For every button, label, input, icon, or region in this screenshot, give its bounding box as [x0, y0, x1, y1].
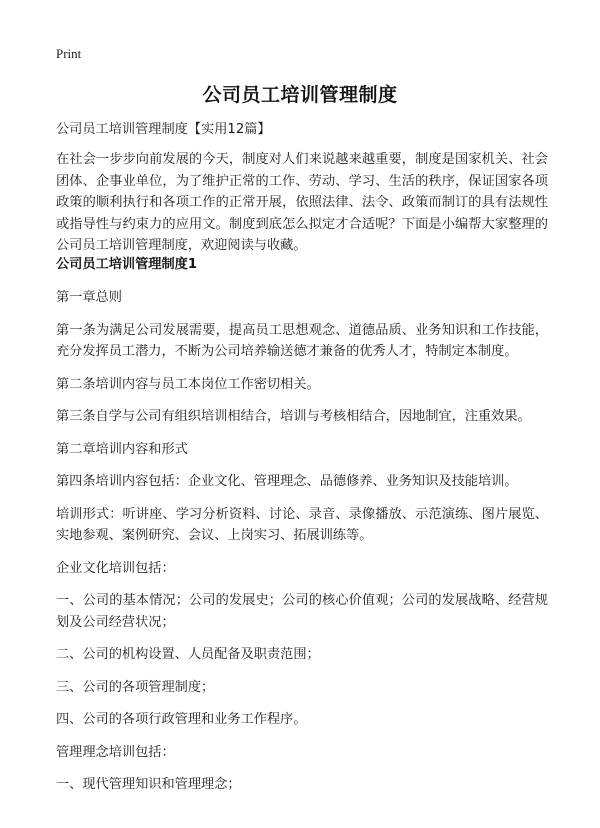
document-subtitle: 公司员工培训管理制度【实用12篇】: [56, 122, 271, 137]
paragraph: 一、公司的基本情况；公司的发展史；公司的核心价值观；公司的发展战略、经营规划及公司经营状况；: [56, 593, 548, 630]
intro-paragraph: 在社会一步步向前发展的今天，制度对人们来说越来越重要，制度是国家机关、社会团体、企事业单位，为了维护正常的工作、劳动、学习、生活的秩序，保证国家各项政策的顺利执行和各项工作的正常开展，依照法律、法令、政策而制订的具有法规性或指导性与约束力的应用文。制度到底怎么拟定才合适呢？下面是小编帮大家整理的公司员工培训管理制度，欢迎阅读与收藏。: [56, 152, 548, 253]
section-heading: 公司员工培训管理制度1: [56, 257, 198, 272]
paragraph: 第一条为满足公司发展需要，提高员工思想观念、道德品质、业务知识和工作技能，充分发挥员工潜力，不断为公司培养输送德才兼备的优秀人才，特制定本制度。: [56, 322, 548, 359]
paragraph: 企业文化培训包括：: [56, 560, 175, 576]
paragraph: 第三条自学与公司有组织培训相结合，培训与考核相结合，因地制宜，注重效果。: [56, 409, 531, 424]
paragraph: 管理理念培训包括：: [56, 744, 175, 760]
paragraph: 一、现代管理知识和管理理念；: [56, 777, 241, 792]
paragraph: 第一章总则: [56, 290, 122, 305]
print-link[interactable]: Print: [56, 46, 82, 61]
paragraph: 第二条培训内容与员工本岗位工作密切相关。: [56, 376, 320, 392]
page-title: 公司员工培训管理制度: [202, 84, 398, 106]
paragraph: 二、公司的机构设置、人员配备及职责范围；: [56, 647, 320, 662]
paragraph: 第四条培训内容包括：企业文化、管理理念、品德修养、业务知识及技能培训。: [56, 474, 518, 489]
paragraph: 第二章培训内容和形式: [56, 441, 188, 457]
paragraph: 培训形式：听讲座、学习分析资料、讨论、录音、录像播放、示范演练、图片展览、实地参观、案例研究、会议、上岗实习、拓展训练等。: [56, 506, 548, 543]
paragraph: 三、公司的各项管理制度；: [56, 679, 215, 695]
paragraph: 四、公司的各项行政管理和业务工作程序。: [56, 712, 307, 727]
paragraph-list: [56, 287, 548, 807]
